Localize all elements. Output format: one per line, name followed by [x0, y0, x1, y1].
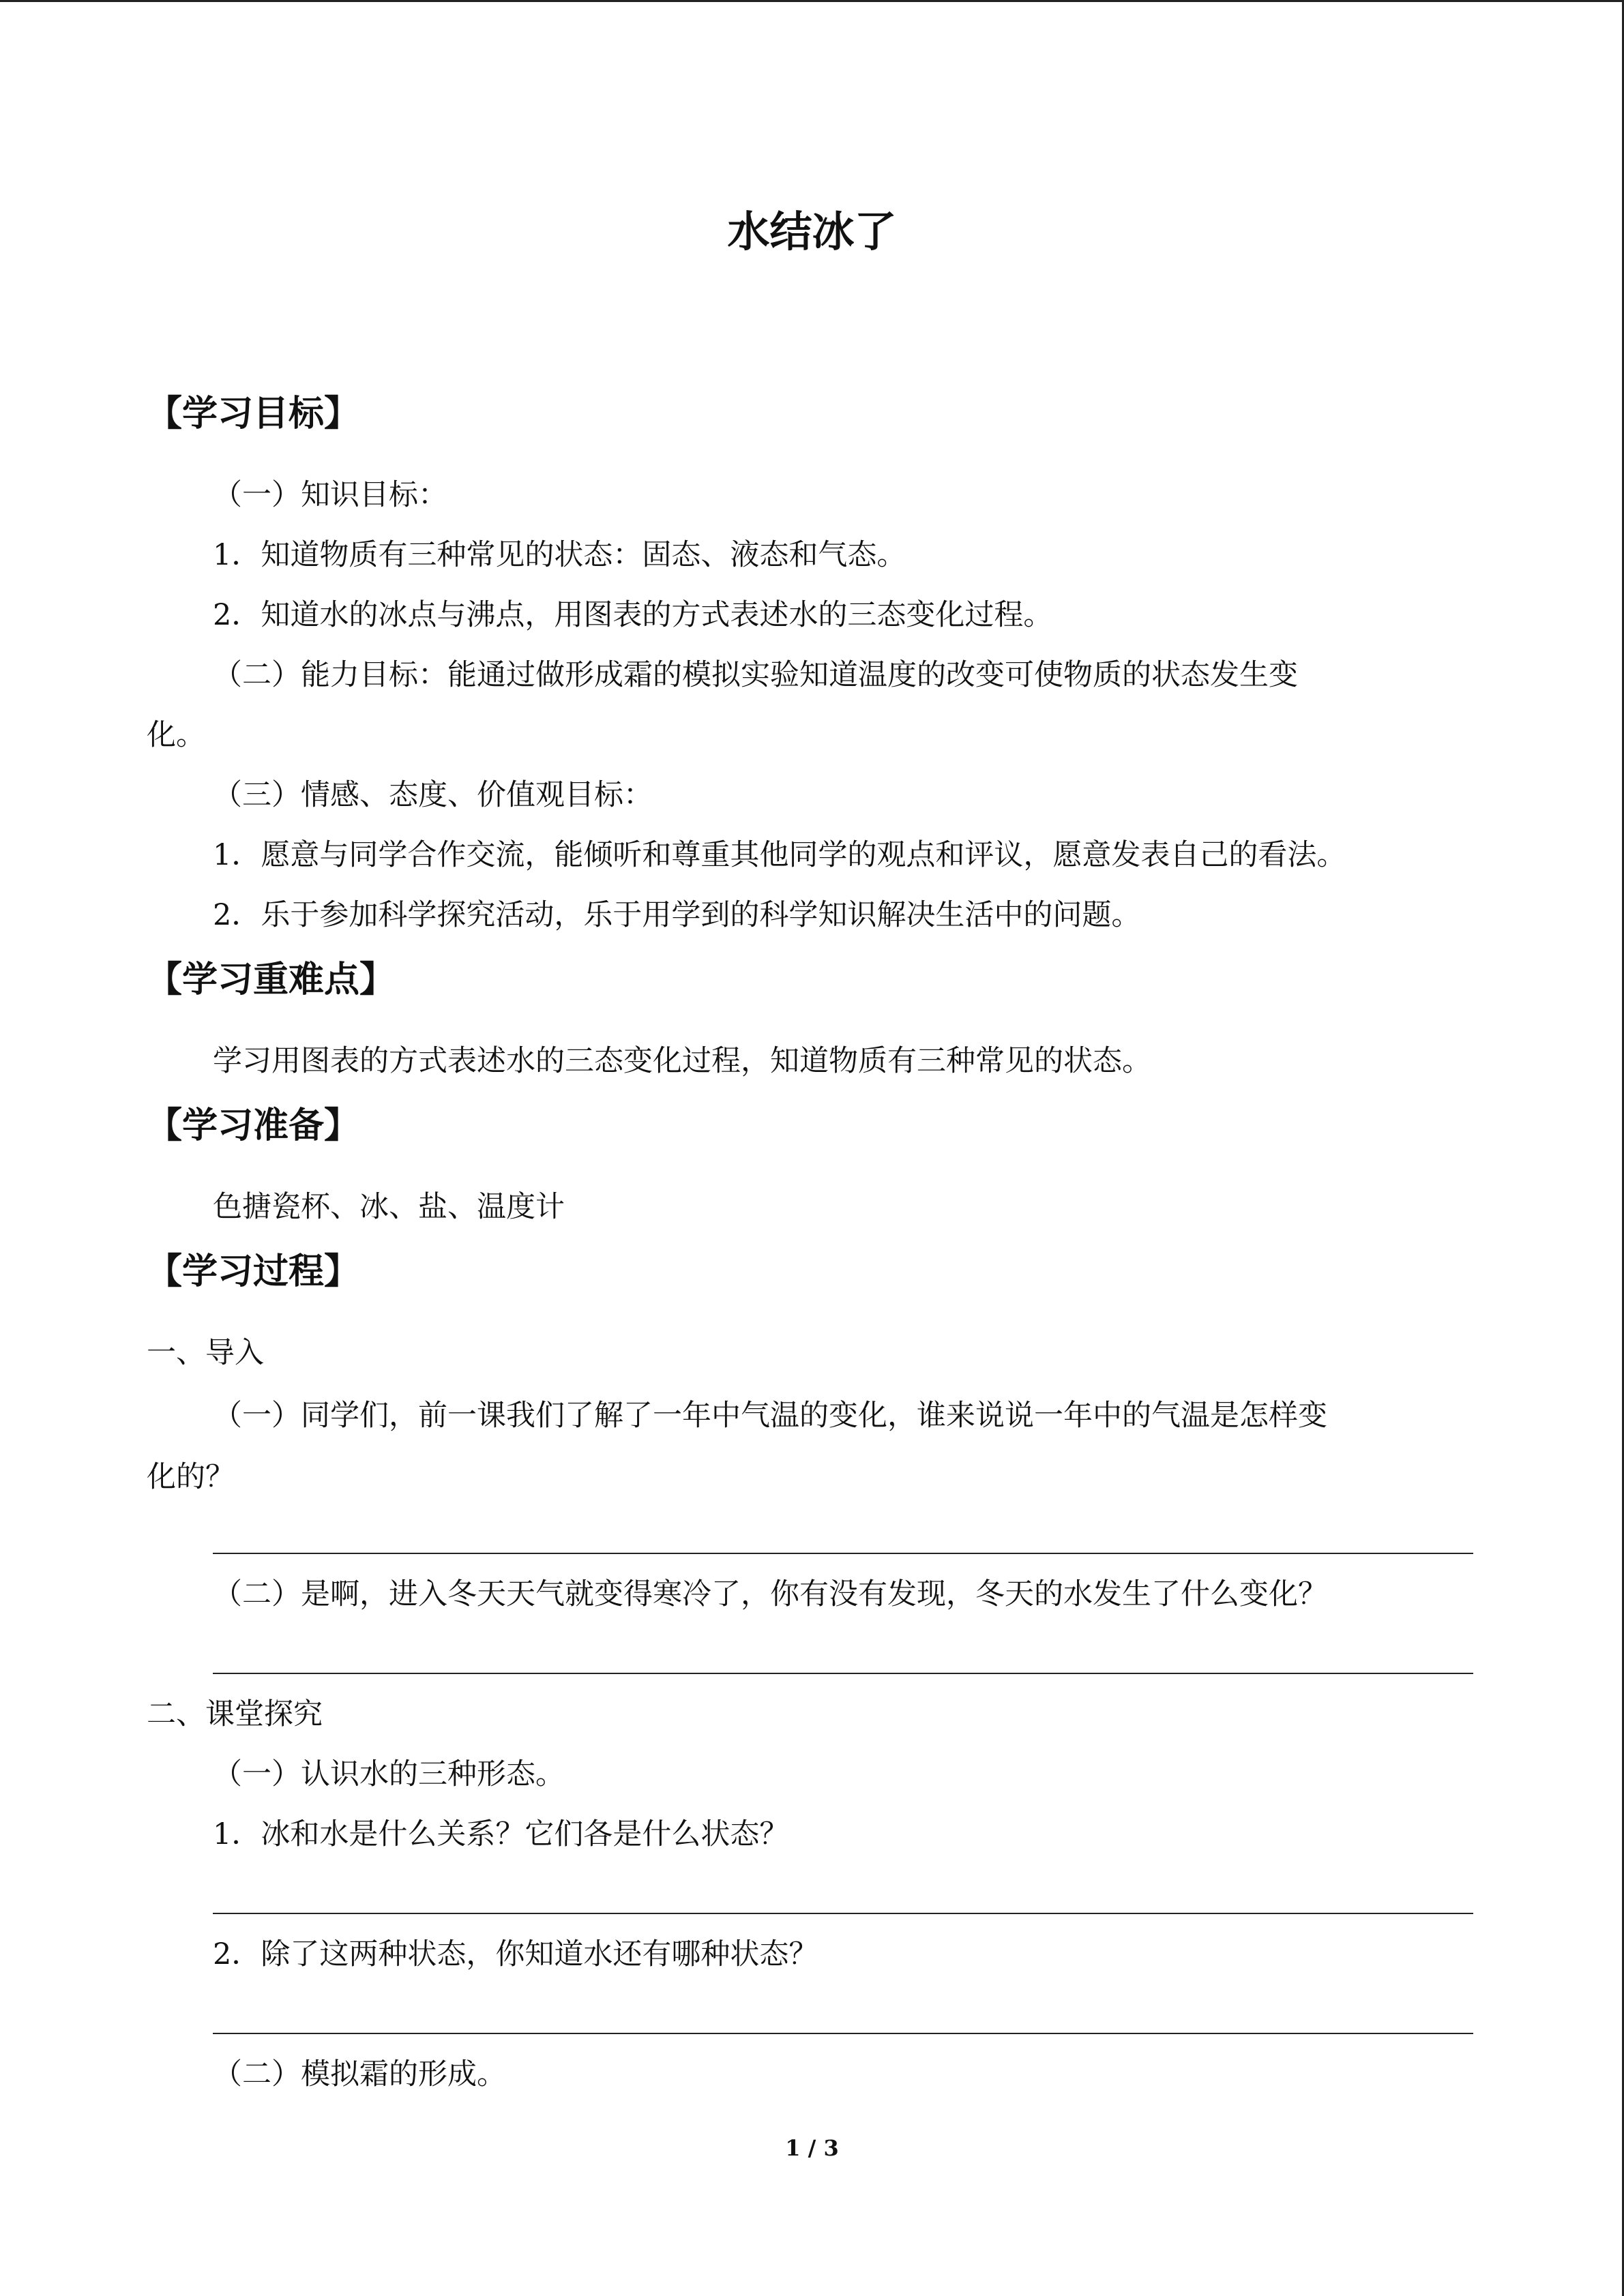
explore-question-2: 2．除了这两种状态，你知道水还有哪种状态？ — [213, 1937, 818, 1971]
knowledge-objective-label: （一）知识目标： — [213, 478, 447, 512]
ability-objective-line2: 化。 — [147, 718, 205, 752]
explore-subsection-2: （二）模拟霜的形成。 — [213, 2057, 506, 2091]
answer-line-1[interactable] — [213, 1553, 1473, 1554]
answer-line-3[interactable] — [213, 1913, 1473, 1914]
knowledge-objective-1: 1．知道物质有三种常见的状态：固态、液态和气态。 — [213, 538, 906, 572]
heading-objectives: 【学习目标】 — [147, 393, 360, 434]
preparation-text: 色搪瓷杯、冰、盐、温度计 — [213, 1190, 565, 1224]
ability-objective-line1: （二）能力目标：能通过做形成霜的模拟实验知道温度的改变可使物质的状态发生变 — [213, 658, 1298, 692]
intro-question-2: （二）是啊，进入冬天天气就变得寒冷了，你有没有发现，冬天的水发生了什么变化？ — [213, 1577, 1327, 1611]
heading-process: 【学习过程】 — [147, 1251, 360, 1292]
document-title: 水结冰了 — [727, 207, 897, 256]
key-points-text: 学习用图表的方式表述水的三态变化过程，知道物质有三种常见的状态。 — [213, 1044, 1151, 1078]
emotion-objective-1: 1．愿意与同学合作交流，能倾听和尊重其他同学的观点和评议，愿意发表自己的看法。 — [213, 838, 1346, 872]
emotion-objective-label: （三）情感、态度、价值观目标： — [213, 778, 653, 812]
knowledge-objective-2: 2．知道水的冰点与沸点，用图表的方式表述水的三态变化过程。 — [213, 598, 1053, 632]
emotion-objective-2: 2．乐于参加科学探究活动，乐于用学到的科学知识解决生活中的问题。 — [213, 898, 1141, 932]
intro-question-1-line1: （一）同学们，前一课我们了解了一年中气温的变化，谁来说说一年中的气温是怎样变 — [213, 1399, 1327, 1433]
heading-key-points: 【学习重难点】 — [147, 959, 396, 1000]
answer-line-2[interactable] — [213, 1673, 1473, 1674]
heading-preparation: 【学习准备】 — [147, 1105, 360, 1146]
intro-question-1-line2: 化的？ — [147, 1460, 235, 1494]
page-number: 1 / 3 — [785, 2135, 839, 2161]
intro-label: 一、导入 — [147, 1336, 264, 1370]
explore-subsection-1: （一）认识水的三种形态。 — [213, 1757, 565, 1791]
answer-line-4[interactable] — [213, 2033, 1473, 2034]
explore-label: 二、课堂探究 — [147, 1697, 323, 1731]
page-border-top — [0, 0, 1624, 2]
explore-question-1: 1．冰和水是什么关系？它们各是什么状态？ — [213, 1817, 789, 1851]
